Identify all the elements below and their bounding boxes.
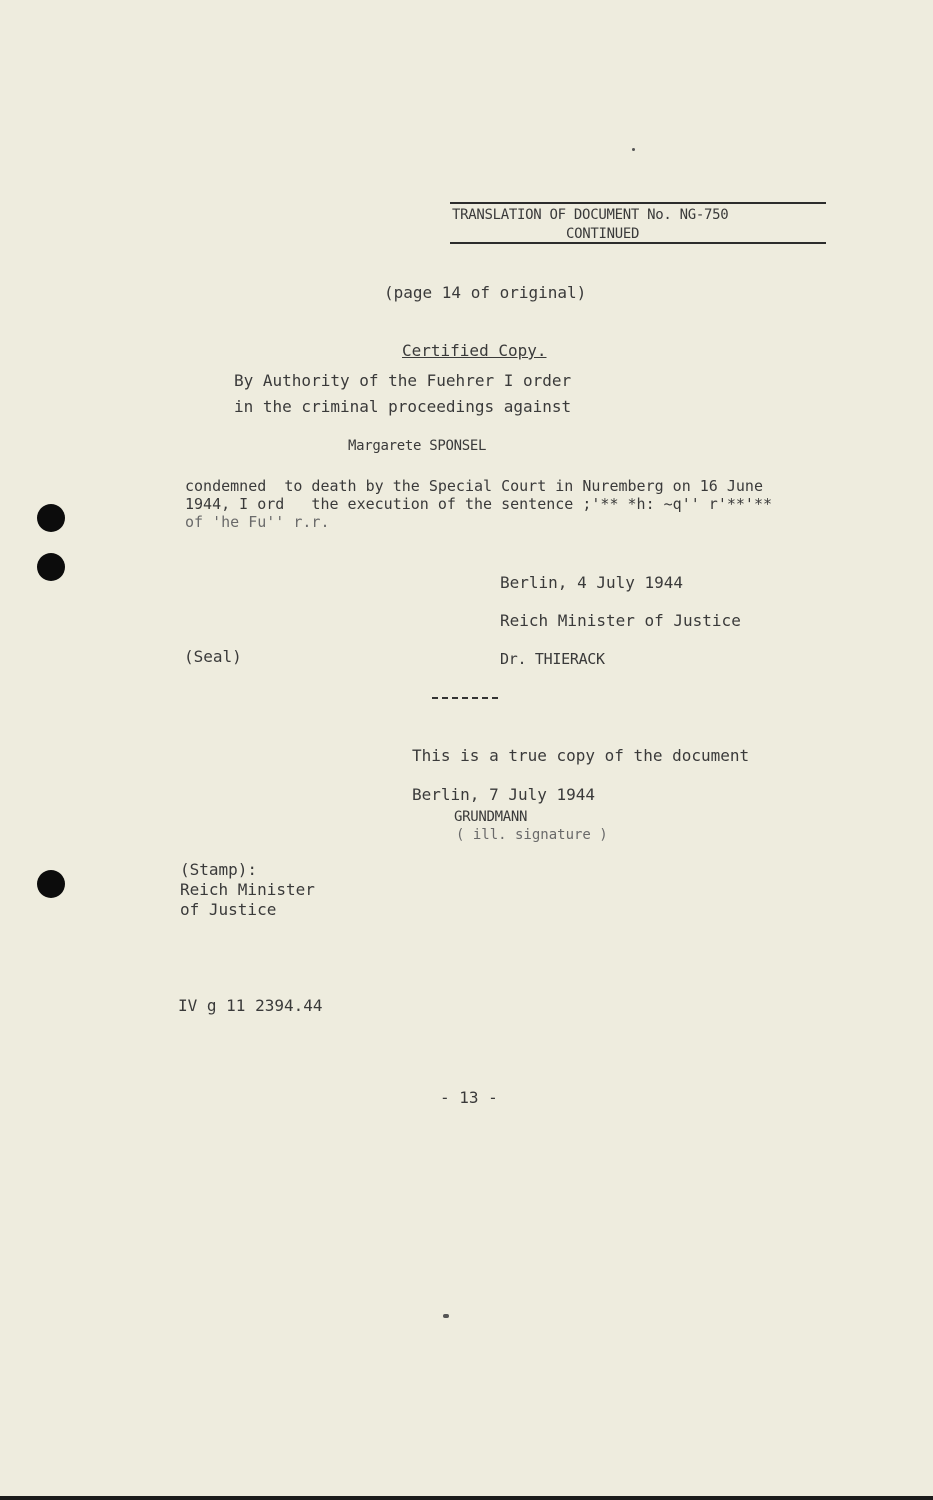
- page-bottom-edge: [0, 1496, 933, 1500]
- order-line-2: in the criminal proceedings against: [234, 397, 572, 416]
- certification-place-date: Berlin, 7 July 1944: [412, 785, 596, 804]
- signature-place-date: Berlin, 4 July 1944: [500, 573, 684, 592]
- order-line-1: By Authority of the Fuehrer I order: [234, 371, 572, 390]
- defendant-name: Margarete SPONSEL: [348, 438, 487, 454]
- punch-hole-bottom: [37, 870, 65, 898]
- stamp-line-3: of Justice: [180, 900, 277, 919]
- paragraph-line-2: 1944, I ord the execution of the sentence ;'** *h: ~q'' r'**'**: [185, 495, 772, 513]
- punch-hole-top: [37, 504, 65, 532]
- certification-statement: This is a true copy of the document: [412, 746, 750, 765]
- seal-label: (Seal): [184, 647, 242, 666]
- page-number: - 13 -: [440, 1088, 498, 1107]
- paper-mark: [632, 148, 635, 151]
- header-continued: CONTINUED: [566, 226, 640, 242]
- header-rule-top: [450, 202, 826, 204]
- paragraph-line-1: condemned to death by the Special Court in Nuremberg on 16 June: [185, 477, 763, 495]
- signature-name: Dr. THIERACK: [500, 650, 605, 668]
- punch-hole-middle: [37, 553, 65, 581]
- certification-name: GRUNDMANN: [454, 809, 528, 825]
- certified-copy-title: Certified Copy.: [402, 341, 547, 360]
- paragraph-line-3: of 'he Fu'' r.r.: [185, 513, 330, 531]
- signature-title: Reich Minister of Justice: [500, 611, 741, 630]
- header-rule-bottom: [450, 242, 826, 244]
- reference-number: IV g 11 2394.44: [178, 996, 323, 1015]
- paper-mark: [443, 1314, 449, 1318]
- separator-line: [432, 697, 498, 699]
- certification-note: ( ill. signature ): [456, 827, 608, 843]
- header-title: TRANSLATION OF DOCUMENT No. NG-750: [452, 207, 729, 223]
- stamp-line-2: Reich Minister: [180, 880, 315, 899]
- page-note: (page 14 of original): [384, 283, 587, 302]
- stamp-line-1: (Stamp):: [180, 860, 258, 879]
